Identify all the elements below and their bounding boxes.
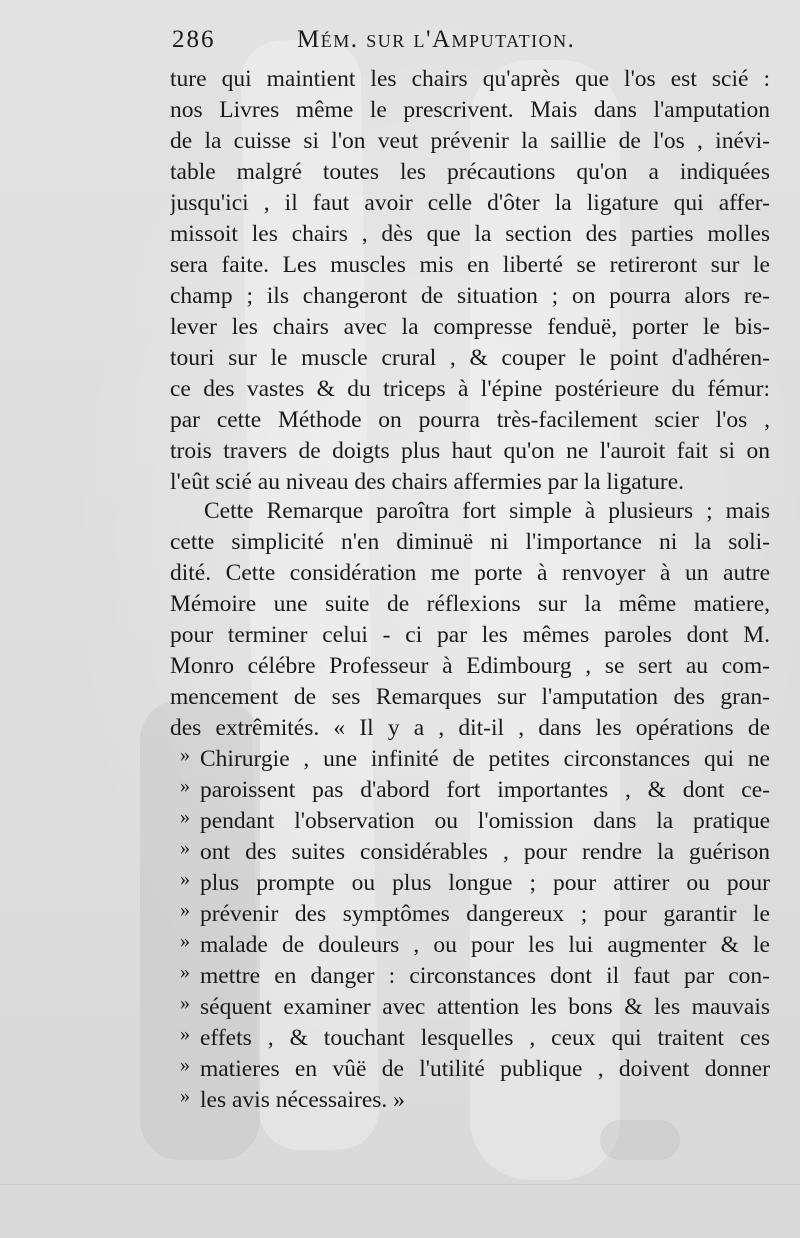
text-line: pour terminer celui - ci par les mêmes paroles dont M. bbox=[170, 622, 770, 648]
quote-line: prévenir des symptômes dangereux ; pour garantir le bbox=[200, 901, 770, 927]
quote-line: matieres en vûë de l'utilité publique , doivent donner bbox=[200, 1056, 770, 1082]
page-header bbox=[172, 26, 772, 60]
text-line: par cette Méthode on pourra très-facilement scier l'os , bbox=[170, 407, 770, 433]
quotation bbox=[170, 961, 770, 992]
text-line: ture qui maintient les chairs qu'après que l'os est scié : bbox=[170, 66, 770, 92]
quotation bbox=[170, 992, 770, 1023]
quotation bbox=[170, 930, 770, 961]
quote-mark: » bbox=[180, 868, 190, 890]
show-through-shadow bbox=[600, 1120, 680, 1160]
quotation bbox=[170, 837, 770, 868]
quote-mark: » bbox=[180, 806, 190, 828]
quote-mark: » bbox=[180, 1054, 190, 1076]
quote-mark: » bbox=[180, 775, 190, 797]
quotation bbox=[170, 744, 770, 775]
quotation bbox=[170, 899, 770, 930]
text-line: l'eût scié au niveau des chairs affermies par la ligature. bbox=[170, 469, 685, 495]
text-line: champ ; ils changeront de situation ; on pourra alors re- bbox=[170, 283, 770, 309]
text-line: mencement de ses Remarques sur l'amputation des gran- bbox=[170, 684, 770, 710]
quotation bbox=[170, 868, 770, 899]
text-line: Mémoire une suite de réflexions sur la même matiere, bbox=[170, 591, 770, 617]
paragraph-1 bbox=[170, 64, 770, 498]
quote-mark: » bbox=[180, 899, 190, 921]
text-line: trois travers de doigts plus haut qu'on ne l'auroit fait si on bbox=[170, 438, 770, 464]
text-line: nos Livres même le prescrivent. Mais dans l'amputation bbox=[170, 97, 770, 123]
text-line: dité. Cette considération me porte à renvoyer à un autre bbox=[170, 560, 770, 586]
text-line: de la cuisse si l'on veut prévenir la saillie de l'os , inévi- bbox=[170, 128, 770, 154]
quote-line: plus prompte ou plus longue ; pour attirer ou pour bbox=[200, 870, 770, 896]
quote-mark: » bbox=[180, 961, 190, 983]
text-line: missoit les chairs , dès que la section des parties molles bbox=[170, 221, 770, 247]
text-line: table malgré toutes les précautions qu'on a indiquées bbox=[170, 159, 770, 185]
quotation bbox=[170, 775, 770, 806]
bottom-edge-shadow bbox=[0, 1184, 800, 1185]
paragraph-2 bbox=[170, 496, 770, 1116]
text-line: des extrêmités. « Il y a , dit-il , dans les opérations de bbox=[170, 715, 770, 741]
text-line: ce des vastes & du triceps à l'épine postérieure du fémur: bbox=[170, 376, 770, 402]
text-line: Monro célébre Professeur à Edimbourg , se sert au com- bbox=[170, 653, 770, 679]
quotation bbox=[170, 1054, 770, 1085]
text-line: sera faite. Les muscles mis en liberté se retireront sur le bbox=[170, 252, 770, 278]
quote-mark: » bbox=[180, 1023, 190, 1045]
running-title: Mém. sur l'Amputation. bbox=[297, 26, 576, 53]
quote-line: mettre en danger : circonstances dont il faut par con- bbox=[200, 963, 770, 989]
quote-line: Chirurgie , une infinité de petites circonstances qui ne bbox=[200, 746, 770, 772]
quote-line: malade de douleurs , ou pour les lui augmenter & le bbox=[200, 932, 770, 958]
quote-line: les avis nécessaires. » bbox=[200, 1087, 405, 1113]
quote-mark: » bbox=[180, 930, 190, 952]
quote-mark: » bbox=[180, 837, 190, 859]
text-line: Cette Remarque paroîtra fort simple à plusieurs ; mais bbox=[204, 498, 770, 524]
quote-line: séquent examiner avec attention les bons & les mauvais bbox=[200, 994, 770, 1020]
quote-line: pendant l'observation ou l'omission dans la pratique bbox=[200, 808, 770, 834]
quote-mark: » bbox=[180, 744, 190, 766]
quote-line: ont des suites considérables , pour rendre la guérison bbox=[200, 839, 770, 865]
quote-line: paroissent pas d'abord fort importantes , & dont ce- bbox=[200, 777, 770, 803]
quote-line: effets , & touchant lesquelles , ceux qui traitent ces bbox=[200, 1025, 770, 1051]
quote-mark: » bbox=[180, 992, 190, 1014]
page-number: 286 bbox=[172, 26, 216, 53]
quotation bbox=[170, 806, 770, 837]
quote-mark: » bbox=[180, 1085, 190, 1107]
quotation bbox=[170, 1023, 770, 1054]
text-line: lever les chairs avec la compresse fenduë, porter le bis- bbox=[170, 314, 770, 340]
quotation bbox=[170, 1085, 770, 1116]
text-line: jusqu'ici , il faut avoir celle d'ôter la ligature qui affer- bbox=[170, 190, 770, 216]
text-line: touri sur le muscle crural , & couper le point d'adhéren- bbox=[170, 345, 770, 371]
text-line: cette simplicité n'en diminuë ni l'importance ni la soli- bbox=[170, 529, 770, 555]
